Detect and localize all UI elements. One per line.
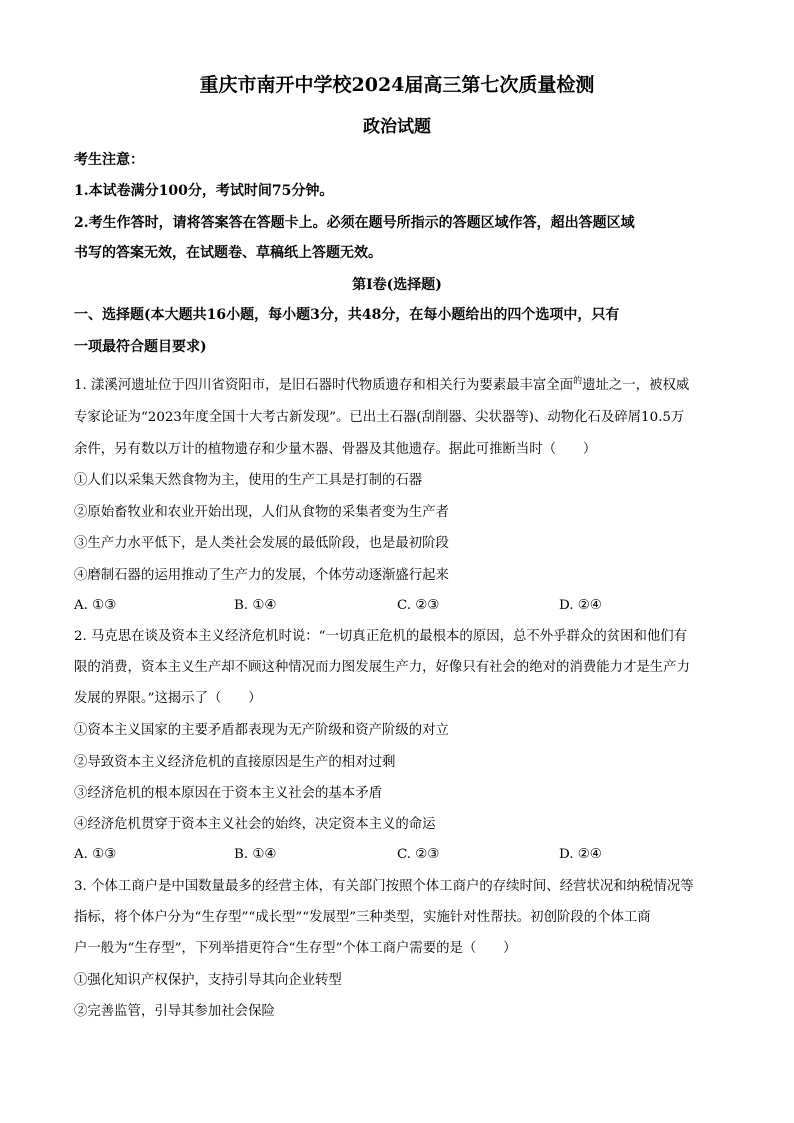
- question-3-line-2: 指标，将个体户分为“生存型”“成长型”“发展型”三种类型，实施针对性帮扶。初创阶段的个体工商: [74, 910, 651, 925]
- section-title: 第Ⅰ卷(选择题): [352, 277, 442, 293]
- question-1-statement-2: ②原始畜牧业和农业开始出现，人们从食物的采集者变为生产者: [74, 505, 449, 520]
- notice-item-2-line-2: 书写的答案无效，在试题卷、草稿纸上答题无效。: [74, 245, 382, 261]
- question-2-statement-4: ④经济危机贯穿于资本主义社会的始终，决定资本主义的命运: [74, 817, 436, 832]
- question-1-line-2: 专家论证为“2023年度全国十大考古新发现”。已出土石器(刮削器、尖状器等)、动物化石及碎屑10.5万: [74, 410, 685, 425]
- question-2-line-2: 限的消费，资本主义生产却不顾这种情况而力图发展生产力，好像只有社会的绝对的消费能力才是生产力: [74, 660, 690, 675]
- question-2-option-c: C. ②③: [397, 847, 440, 862]
- notice-item-1: 1.本试卷满分100分，考试时间75分钟。: [74, 183, 334, 199]
- question-1-option-b: B. ①④: [234, 598, 277, 613]
- question-3-statement-1: ①强化知识产权保护，支持引导其向企业转型: [74, 973, 342, 988]
- question-1-option-d: D. ②④: [559, 598, 602, 613]
- question-2-option-a: A. ①③: [74, 847, 117, 862]
- question-1-option-a: A. ①③: [74, 598, 117, 613]
- question-2-line-1: 2. 马克思在谈及资本主义经济危机时说：“一切真正危机的最根本的原因，总不外乎群众的贫困和他们有: [74, 629, 688, 644]
- question-2-statement-1: ①资本主义国家的主要矛盾都表现为无产阶级和资产阶级的对立: [74, 723, 449, 738]
- section-intro-line-1: 一、选择题(本大题共16小题，每小题3分，共48分，在每小题给出的四个选项中，只有: [74, 307, 620, 323]
- question-2-statement-2: ②导致资本主义经济危机的直接原因是生产的相对过剩: [74, 755, 396, 770]
- question-3-line-1: 3. 个体工商户是中国数量最多的经营主体，有关部门按照个体工商户的存续时间、经营状况和纳税情况等: [74, 879, 694, 894]
- page-subtitle: 政治试题: [363, 117, 431, 137]
- question-1-line-1-text-b: 遗址之一，被权威: [582, 378, 690, 393]
- question-1-statement-4: ④磨制石器的运用推动了生产力的发展，个体劳动逐渐盛行起来: [74, 568, 449, 583]
- notice-item-2-line-1: 2.考生作答时，请将答案答在答题卡上。必须在题号所指示的答题区域作答，超出答题区域: [74, 215, 635, 231]
- question-2-option-b: B. ①④: [234, 847, 277, 862]
- question-1-line-1: [74, 377, 689, 395]
- question-1-statement-3: ③生产力水平低下，是人类社会发展的最低阶段，也是最初阶段: [74, 536, 449, 551]
- question-3-statement-2: ②完善监管，引导其参加社会保险: [74, 1004, 275, 1019]
- page-title: 重庆市南开中学校2024届高三第七次质量检测: [199, 74, 595, 96]
- question-2-option-d: D. ②④: [559, 847, 602, 862]
- notice-heading: 考生注意：: [74, 152, 144, 168]
- question-1-options: [74, 597, 734, 615]
- question-2-options: [74, 846, 734, 864]
- section-intro-line-2: 一项最符合题目要求): [74, 339, 207, 355]
- question-1-superscript: 的: [573, 376, 583, 387]
- question-2-line-3: 发展的界限。”这揭示了（ ）: [74, 691, 262, 706]
- question-1-statement-1: ①人们以采集天然食物为主，使用的生产工具是打制的石器: [74, 473, 423, 488]
- question-1-line-3: 余件，另有数以万计的植物遗存和少量木器、骨器及其他遗存。据此可推断当时（ ）: [74, 442, 597, 457]
- question-1-option-c: C. ②③: [397, 598, 440, 613]
- question-1-line-1-text-a: 1. 漾溪河遗址位于四川省资阳市，是旧石器时代物质遗存和相关行为要素最丰富全面: [74, 378, 574, 393]
- question-2-statement-3: ③经济危机的根本原因在于资本主义社会的基本矛盾: [74, 786, 382, 801]
- question-3-line-3: 户一般为“生存型”，下列举措更符合“生存型”个体工商户需要的是（ ）: [74, 941, 517, 956]
